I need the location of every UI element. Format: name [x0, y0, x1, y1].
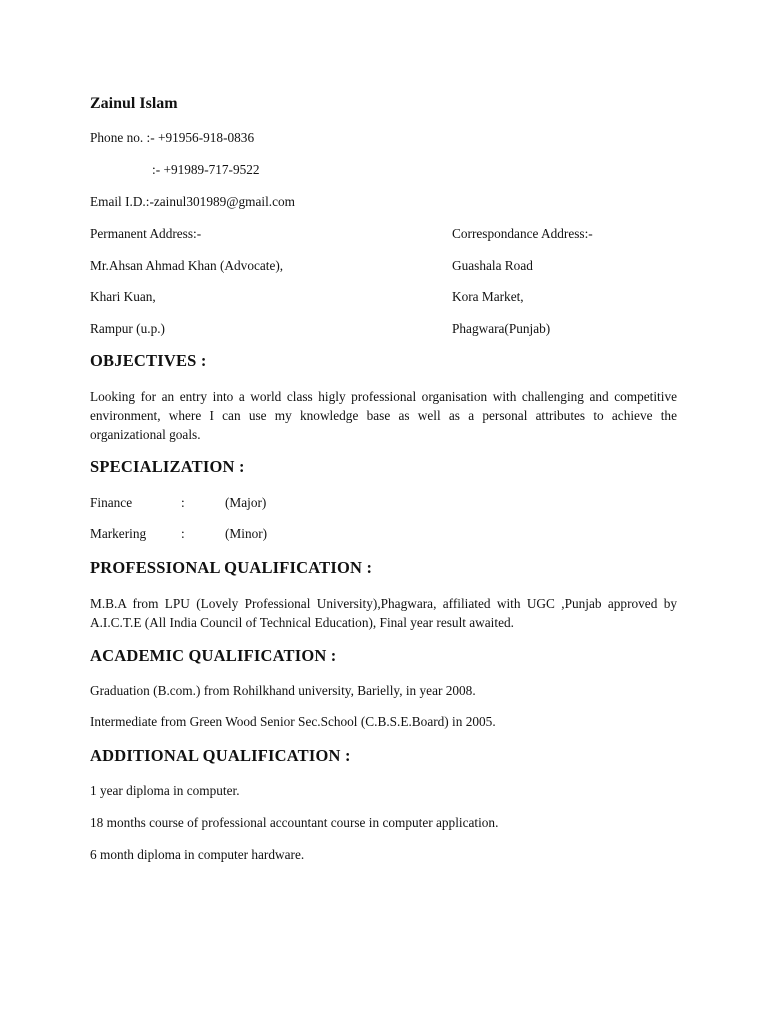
correspondence-address-line: Kora Market,: [452, 289, 524, 304]
correspondence-address-label: Correspondance Address:-: [452, 226, 593, 241]
email-line: Email I.D.:-zainul301989@gmail.com: [90, 194, 296, 209]
permanent-address-label: Permanent Address:-: [90, 226, 202, 241]
academic-qualification-heading: ACADEMIC QUALIFICATION :: [90, 646, 337, 665]
candidate-name: Zainul Islam: [90, 95, 178, 112]
specialization-subject: Markering: [90, 526, 147, 541]
additional-qualification-heading: ADDITIONAL QUALIFICATION :: [90, 746, 351, 765]
academic-qualification-item: Intermediate from Green Wood Senior Sec.School (C.B.S.E.Board) in 2005.: [90, 714, 496, 729]
specialization-level: (Minor): [225, 526, 268, 541]
academic-qualification-item: Graduation (B.com.) from Rohilkhand university, Barielly, in year 2008.: [90, 683, 476, 698]
permanent-address-line: Mr.Ahsan Ahmad Khan (Advocate),: [90, 258, 284, 273]
phone-secondary: :- +91989-717-9522: [152, 162, 260, 177]
additional-qualification-item: 18 months course of professional accountant course in computer application.: [90, 815, 499, 830]
permanent-address-line: Rampur (u.p.): [90, 321, 165, 336]
specialization-level: (Major): [225, 495, 267, 510]
additional-qualification-item: 1 year diploma in computer.: [90, 783, 240, 798]
permanent-address-line: Khari Kuan,: [90, 289, 156, 304]
specialization-subject: Finance: [90, 495, 133, 510]
specialization-separator: :: [181, 495, 185, 510]
professional-qualification-heading: PROFESSIONAL QUALIFICATION :: [90, 558, 373, 577]
correspondence-address-line: Phagwara(Punjab): [452, 321, 551, 336]
specialization-separator: :: [181, 526, 185, 541]
specialization-heading: SPECIALIZATION :: [90, 457, 245, 476]
professional-qualification-text: M.B.A from LPU (Lovely Professional University),Phagwara, affiliated with UGC ,Punjab approved by A.I.C.T.E (All India Council of Technical Education), Final year result awaited.: [90, 596, 677, 630]
phone-primary: Phone no. :- +91956-918-0836: [90, 130, 255, 145]
additional-qualification-item: 6 month diploma in computer hardware.: [90, 847, 305, 862]
correspondence-address-line: Guashala Road: [452, 258, 533, 273]
objectives-text: Looking for an entry into a world class higly professional organisation with challenging and competitive environment, where I can use my knowledge base as well as a personal attributes to achieve the organizational goals.: [90, 389, 677, 442]
objectives-heading: OBJECTIVES :: [90, 351, 207, 370]
